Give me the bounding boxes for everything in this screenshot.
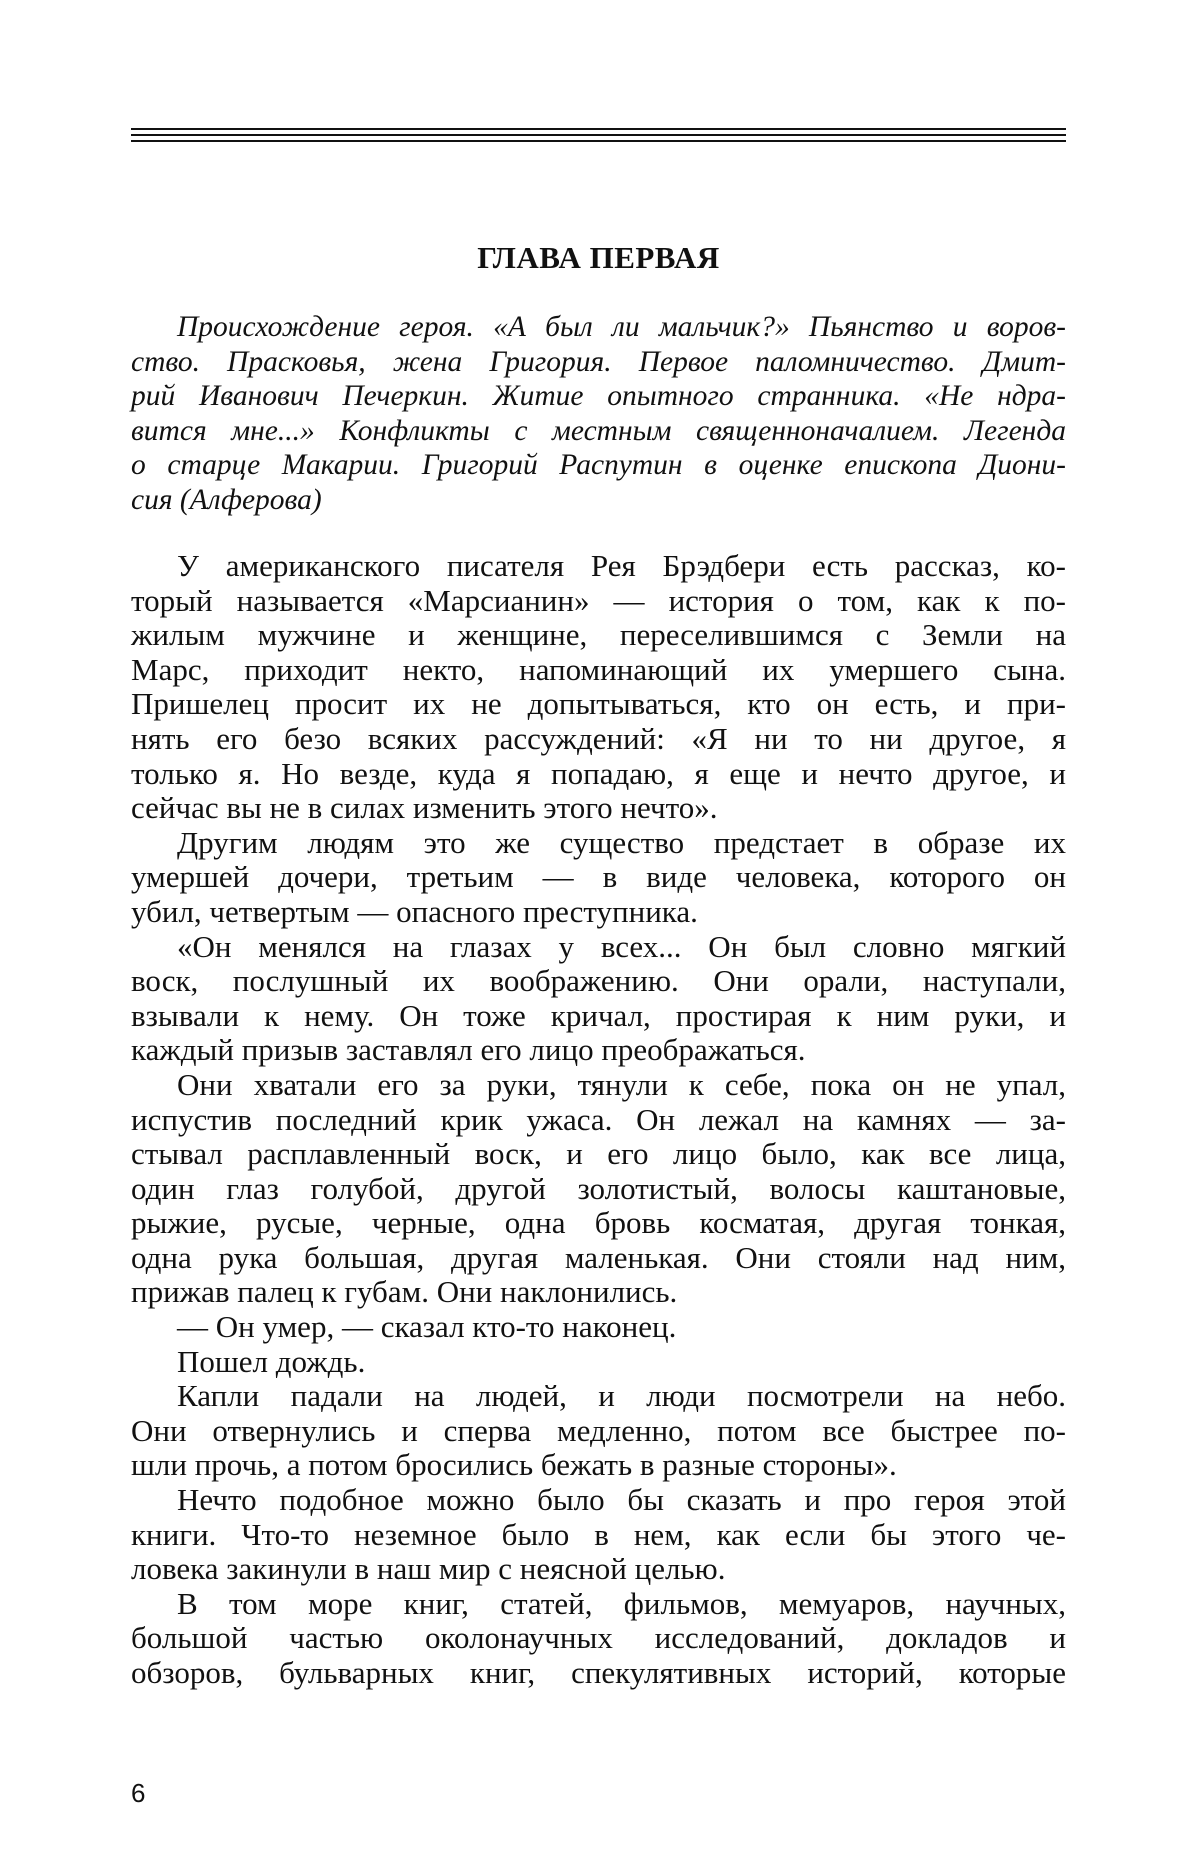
body-line: книги. Что-то неземное было в нем, как если бы этого че- bbox=[131, 1518, 1066, 1553]
body-line: сейчас вы не в силах изменить этого нечто». bbox=[131, 791, 1066, 826]
summary-line: ство. Прасковья, жена Григория. Первое паломничество. Дмит- bbox=[131, 345, 1066, 380]
body-line: каждый призыв заставлял его лицо преображаться. bbox=[131, 1033, 1066, 1068]
body-line: шли прочь, а потом бросились бежать в разные стороны». bbox=[131, 1448, 1066, 1483]
body-line: взывали к нему. Он тоже кричал, простирая к ним руки, и bbox=[131, 999, 1066, 1034]
body-line: Пришелец просит их не допытываться, кто он есть, и при- bbox=[131, 687, 1066, 722]
body-line: большой частью околонаучных исследований, докладов и bbox=[131, 1621, 1066, 1656]
chapter-title: ГЛАВА ПЕРВАЯ bbox=[131, 240, 1066, 276]
chapter-summary bbox=[131, 310, 1066, 518]
body-line: испустив последний крик ужаса. Он лежал на камнях — за- bbox=[131, 1103, 1066, 1138]
body-line: Они хватали его за руки, тянули к себе, пока он не упал, bbox=[131, 1068, 1066, 1103]
body-line: Другим людям это же существо предстает в образе их bbox=[131, 826, 1066, 861]
body-line: прижав палец к губам. Они наклонились. bbox=[131, 1275, 1066, 1310]
summary-line: сия (Алферова) bbox=[131, 483, 1066, 518]
body-line: Нечто подобное можно было бы сказать и про героя этой bbox=[131, 1483, 1066, 1518]
body-line: воск, послушный их воображению. Они орали, наступали, bbox=[131, 964, 1066, 999]
summary-line: рий Иванович Печеркин. Житие опытного странника. «Не ндра- bbox=[131, 379, 1066, 414]
summary-line: о старце Макарии. Григорий Распутин в оценке епископа Диони- bbox=[131, 448, 1066, 483]
body-line: один глаз голубой, другой золотистый, волосы каштановые, bbox=[131, 1172, 1066, 1207]
header-rule-middle bbox=[131, 134, 1066, 136]
page-number: 6 bbox=[131, 1778, 145, 1809]
header-rule-top bbox=[131, 128, 1066, 130]
body-line: Капли падали на людей, и люди посмотрели на небо. bbox=[131, 1379, 1066, 1414]
chapter-body bbox=[131, 549, 1066, 1691]
body-line: Марс, приходит некто, напоминающий их умершего сына. bbox=[131, 653, 1066, 688]
header-rule-bottom bbox=[131, 140, 1066, 142]
body-line: Они отвернулись и сперва медленно, потом все быстрее по- bbox=[131, 1414, 1066, 1449]
body-line: торый называется «Марсианин» — история о том, как к по- bbox=[131, 584, 1066, 619]
body-line: нять его безо всяких рассуждений: «Я ни то ни другое, я bbox=[131, 722, 1066, 757]
body-line: Пошел дождь. bbox=[131, 1345, 1066, 1380]
body-line: рыжие, русые, черные, одна бровь косматая, другая тонкая, bbox=[131, 1206, 1066, 1241]
book-page bbox=[0, 0, 1200, 1854]
body-line: одна рука большая, другая маленькая. Они стояли над ним, bbox=[131, 1241, 1066, 1276]
body-line: ловека закинули в наш мир с неясной целью. bbox=[131, 1552, 1066, 1587]
body-line: «Он менялся на глазах у всех... Он был словно мягкий bbox=[131, 930, 1066, 965]
body-line: умершей дочери, третьим — в виде человека, которого он bbox=[131, 860, 1066, 895]
body-line: жилым мужчине и женщине, переселившимся с Земли на bbox=[131, 618, 1066, 653]
body-line: только я. Но везде, куда я попадаю, я еще и нечто другое, и bbox=[131, 757, 1066, 792]
summary-line: Происхождение героя. «А был ли мальчик?» Пьянство и воров- bbox=[131, 310, 1066, 345]
body-line: убил, четвертым — опасного преступника. bbox=[131, 895, 1066, 930]
body-line: — Он умер, — сказал кто-то наконец. bbox=[131, 1310, 1066, 1345]
body-line: обзоров, бульварных книг, спекулятивных историй, которые bbox=[131, 1656, 1066, 1691]
body-line: стывал расплавленный воск, и его лицо было, как все лица, bbox=[131, 1137, 1066, 1172]
body-line: В том море книг, статей, фильмов, мемуаров, научных, bbox=[131, 1587, 1066, 1622]
body-line: У американского писателя Рея Брэдбери есть рассказ, ко- bbox=[131, 549, 1066, 584]
summary-line: вится мне...» Конфликты с местным священноначалием. Легенда bbox=[131, 414, 1066, 449]
